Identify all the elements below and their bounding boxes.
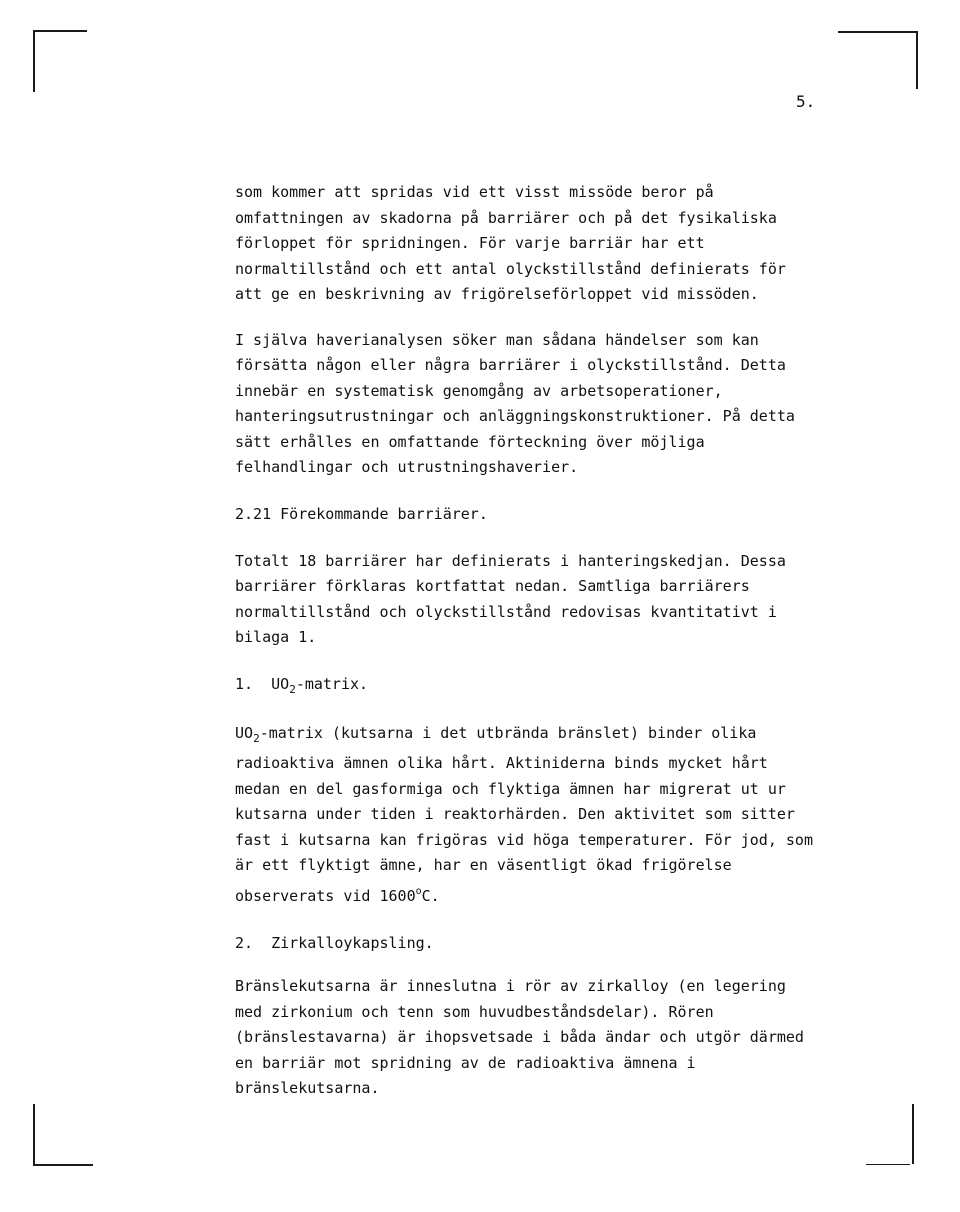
- frame-mark-bottom-right-horizontal: [866, 1164, 910, 1165]
- frame-mark-bottom-left-vertical: [33, 1104, 35, 1166]
- document-body: [235, 180, 815, 1102]
- item-1-heading: [235, 671, 815, 703]
- frame-mark-bottom-right-vertical: [912, 1104, 914, 1164]
- item-1-number: 1.: [235, 674, 254, 693]
- frame-mark-top-left-horizontal: [33, 30, 87, 32]
- item-2-number: 2.: [235, 934, 254, 952]
- item-2-title: Zirkalloykapsling.: [271, 934, 434, 952]
- paragraph-haverianalys: I själva haverianalysen söker man sådana händelser som kan försätta någon eller några barriärer i olyckstillstånd. Detta innebär en systematisk genomgång av arbetsoperationer, hanteringsutrustningar och anläggningskonstruktioner. På detta sätt erhålles en omfattande förteckning över möjliga felhandlingar och utrustningshaverier.: [235, 330, 795, 476]
- paragraph-intro: som kommer att spridas vid ett visst missöde beror på omfattningen av skadorna på barriärer och på det fysikaliska förloppet för spridningen. För varje barriär har ett normaltillstånd och ett antal olyckstillstånd definierats för att ge en beskrivning av frigörelseförloppet vid missöden.: [235, 183, 786, 303]
- paragraph-barriers-overview: Totalt 18 barriärer har definierats i hanteringskedjan. Dessa barriärer förklaras kortfattat nedan. Samtliga barriärers normaltillstånd och olyckstillstånd redovisas kvantitativt i bilaga 1.: [235, 551, 786, 646]
- frame-mark-bottom-left-horizontal: [33, 1164, 93, 1166]
- item-1-text: $UO_2$-matrix (kutsarna i det utbrända bränslet) binder olika radioaktiva ämnen olika hårt. Aktiniderna binds mycket hårt medan en del gasformiga och flyktiga ämnen har migrerat ut ur kutsarna under tiden i reaktorhärden. Den aktivitet som sitter fast i kutsarna kan frigöras vid höga temperaturer. För jod, som är ett flyktigt ämne, har en väsentligt ökad frigörelse observerats vid 1600$^o$C.: [235, 723, 813, 905]
- page-number: 5.: [796, 92, 816, 111]
- item-1-title: $UO_2$-matrix.: [271, 674, 369, 696]
- frame-mark-top-right-horizontal: [838, 31, 918, 33]
- section-heading: 2.21 Förekommande barriärer.: [235, 504, 488, 523]
- item-2-heading: [235, 930, 815, 956]
- frame-mark-top-left-vertical: [33, 30, 35, 92]
- item-2-text: Bränslekutsarna är inneslutna i rör av zirkalloy (en legering med zirkonium och tenn som huvudbeståndsdelar). Rören (bränslestavarna) är ihopsvetsade i båda ändar och utgör därmed en barriär mot spridning av de radioaktiva ämnena i bränslekutsarna.: [235, 977, 804, 1097]
- frame-mark-top-right-vertical: [916, 31, 918, 89]
